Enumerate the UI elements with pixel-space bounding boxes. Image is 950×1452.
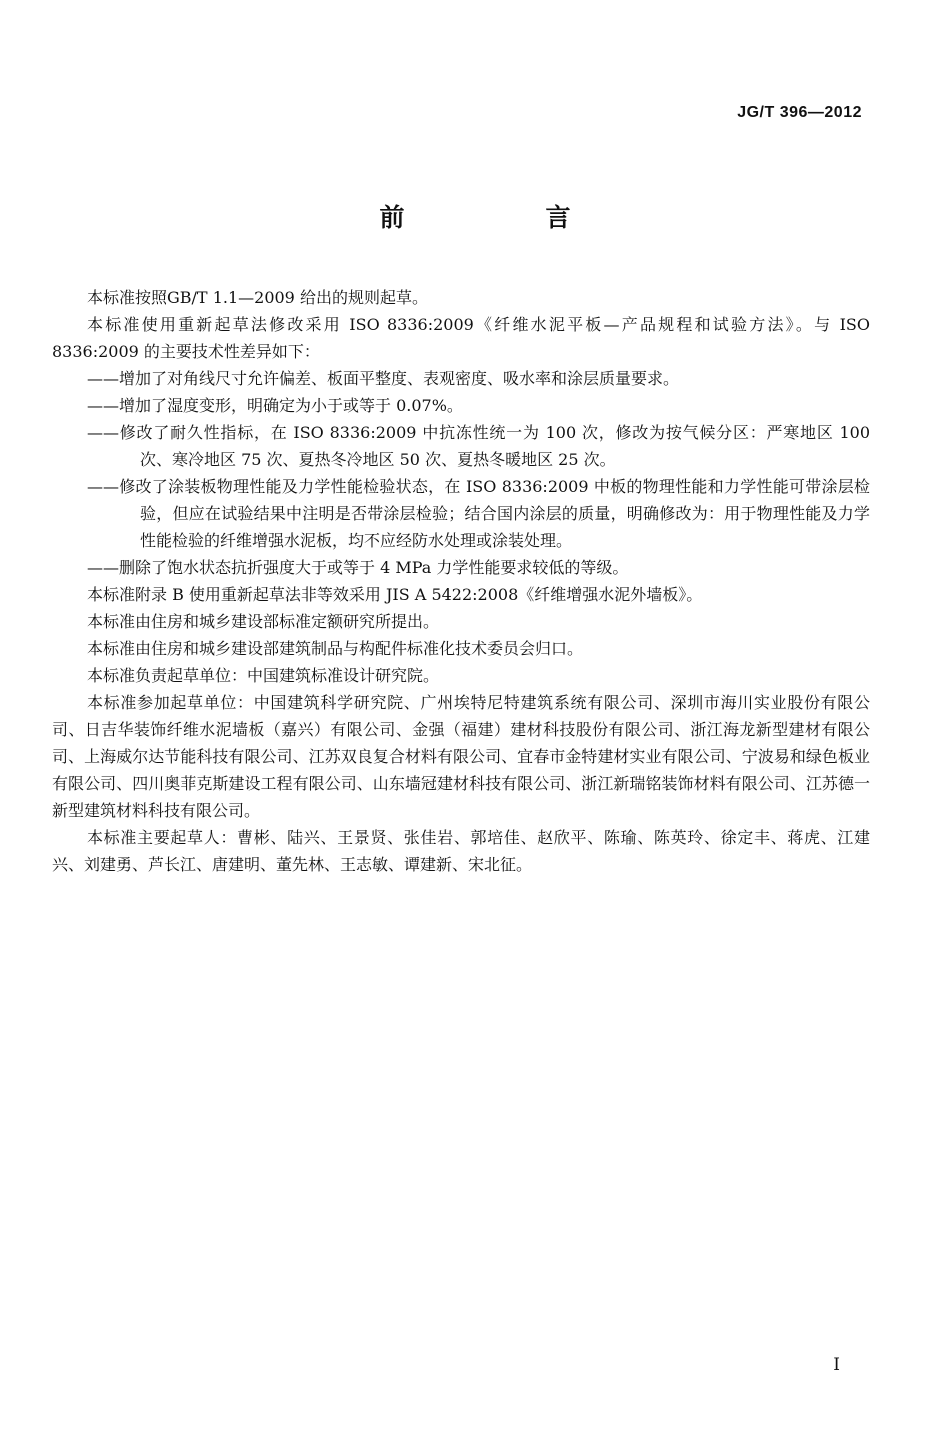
page-title: 前 言: [379, 203, 629, 232]
paragraph-proposed-by: 本标准由住房和城乡建设部标准定额研究所提出。: [87, 612, 440, 631]
standard-number: JG/T 396—2012: [737, 104, 862, 121]
paragraph-iso-adoption: 本标准使用重新起草法修改采用 ISO 8336:2009《纤维水泥平板—产品规程和试验方法》。与 ISO 8336:2009 的主要技术性差异如下：: [52, 315, 870, 361]
difference-item-1: ——增加了对角线尺寸允许偏差、板面平整度、表观密度、吸水率和涂层质量要求。: [87, 369, 680, 388]
paragraph-responsible-drafter: 本标准负责起草单位：中国建筑标准设计研究院。: [87, 666, 440, 685]
page-number: I: [833, 1355, 840, 1375]
document-body: [52, 284, 870, 878]
paragraph-drafting-rules: 本标准按照GB/T 1.1—2009 给出的规则起草。: [87, 288, 428, 307]
paragraph-main-drafters: 本标准主要起草人：曹彬、陆兴、王景贤、张佳岩、郭培佳、赵欣平、陈瑜、陈英玲、徐定丰、蒋虎、江建兴、刘建勇、芦长江、唐建明、董先林、王志敏、谭建新、宋北征。: [52, 828, 870, 874]
difference-item-3: ——修改了耐久性指标，在 ISO 8336:2009 中抗冻性统一为 100 次，修改为按气候分区：严寒地区 100 次、寒冷地区 75 次、夏热冬冷地区 50 次、夏热冬暖地区 25 次。: [87, 423, 870, 469]
difference-item-5: ——删除了饱水状态抗折强度大于或等于 4 MPa 力学性能要求较低的等级。: [87, 558, 629, 577]
paragraph-centralized-by: 本标准由住房和城乡建设部建筑制品与构配件标准化技术委员会归口。: [87, 639, 584, 658]
difference-item-4: ——修改了涂装板物理性能及力学性能检验状态，在 ISO 8336:2009 中板的物理性能和力学性能可带涂层检验，但应在试验结果中注明是否带涂层检验；结合国内涂层的质量，明确修改为：用于物理性能及力学性能检验的纤维增强水泥板，均不应经防水处理或涂装处理。: [87, 477, 870, 550]
paragraph-appendix-b: 本标准附录 B 使用重新起草法非等效采用 JIS A 5422:2008《纤维增强水泥外墙板》。: [87, 585, 703, 604]
paragraph-participating-units: 本标准参加起草单位：中国建筑科学研究院、广州埃特尼特建筑系统有限公司、深圳市海川实业股份有限公司、日吉华装饰纤维水泥墙板（嘉兴）有限公司、金强（福建）建材科技股份有限公司、浙江海龙新型建材有限公司、上海威尔达节能科技有限公司、江苏双良复合材料有限公司、宜春市金特建材实业有限公司、宁波易和绿色板业有限公司、四川奥菲克斯建设工程有限公司、山东墙冠建材科技有限公司、浙江新瑞铭装饰材料有限公司、江苏德一新型建筑材料科技有限公司。: [52, 693, 870, 820]
difference-item-2: ——增加了湿度变形，明确定为小于或等于 0.07%。: [87, 396, 463, 415]
